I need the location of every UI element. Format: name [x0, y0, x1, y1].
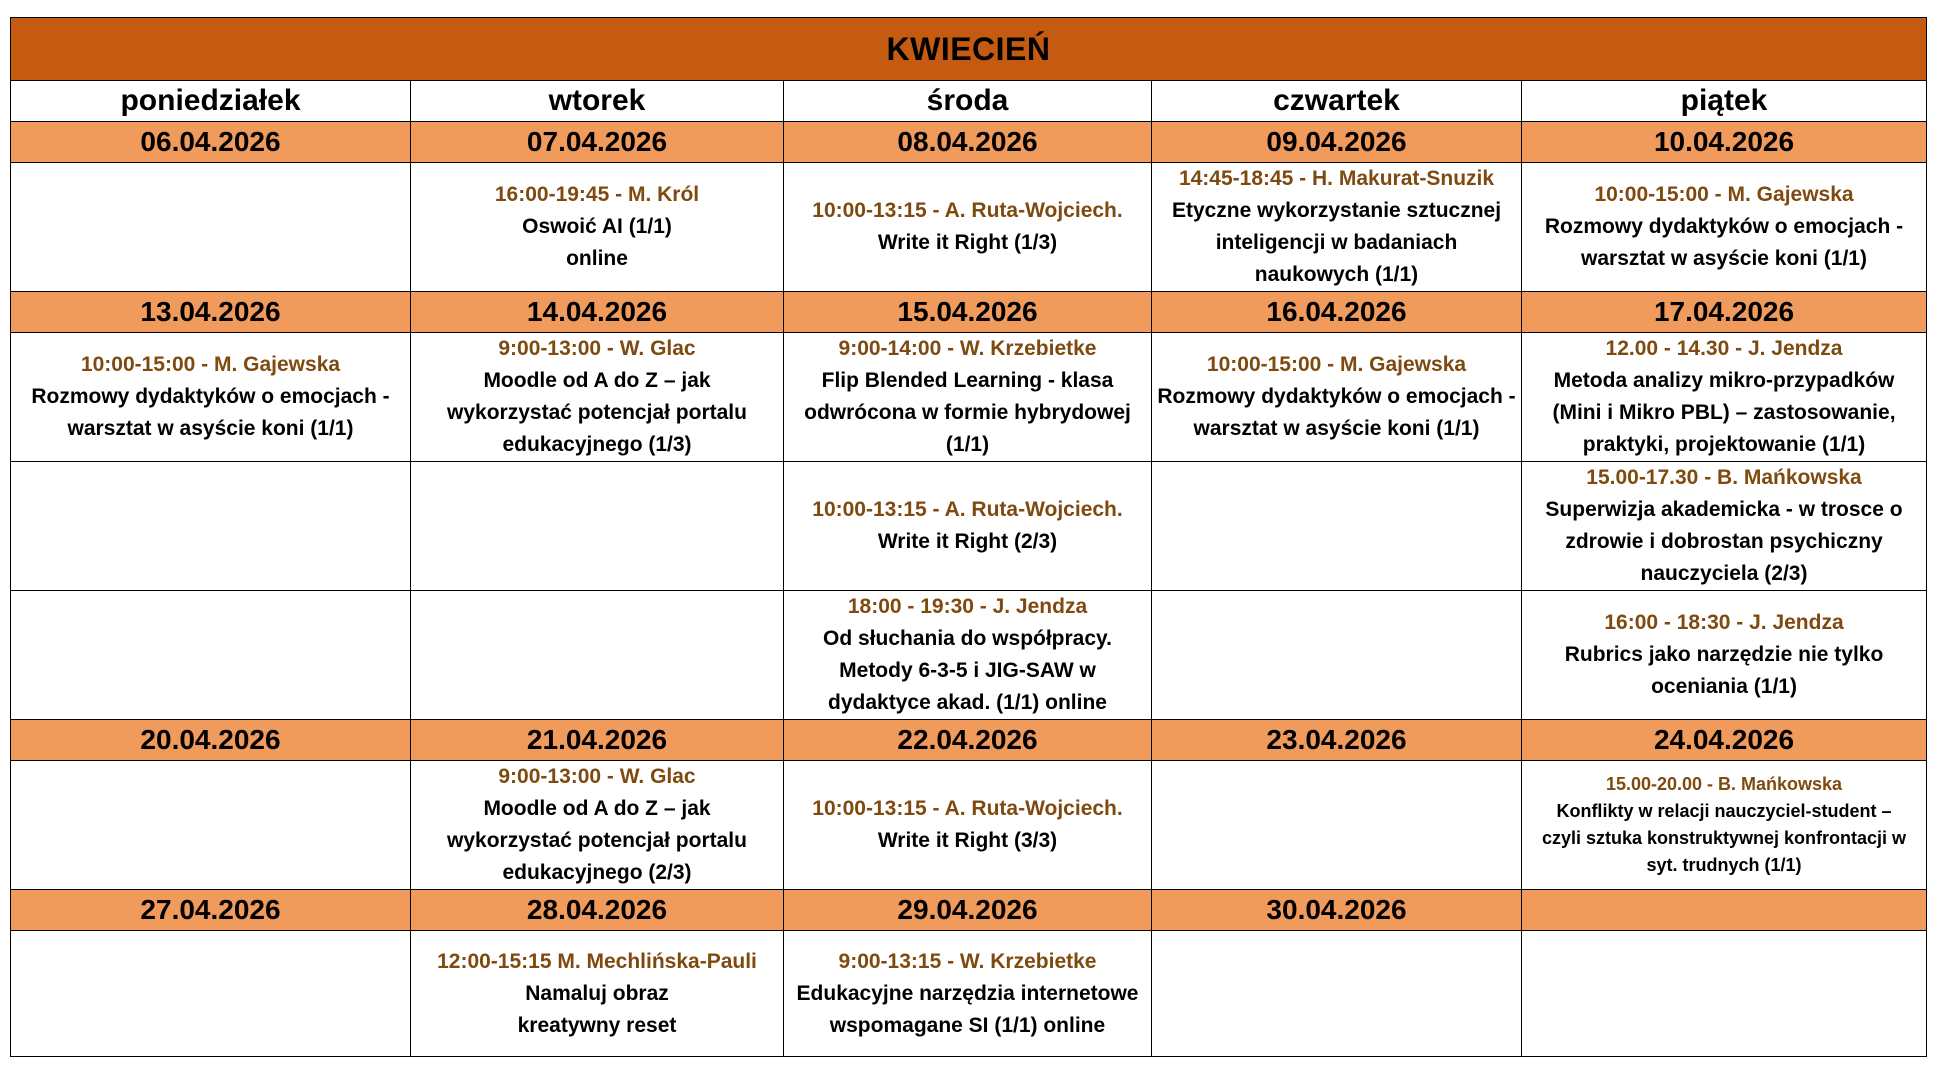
- date-row: [11, 122, 1927, 163]
- event-cell: [411, 931, 784, 1057]
- event-description: syt. trudnych (1/1): [1646, 855, 1802, 875]
- date-cell-wednesday: 15.04.2026: [784, 292, 1152, 333]
- event-description: warsztat w asyście koni (1/1): [67, 417, 354, 440]
- date-cell-monday: 06.04.2026: [11, 122, 411, 163]
- date-row: [11, 292, 1927, 333]
- date-cell-tuesday: 07.04.2026: [411, 122, 784, 163]
- event-description: (1/1): [945, 433, 990, 456]
- event-description: Rozmowy dydaktyków o emocjach -: [1157, 385, 1516, 408]
- event-time: 16:00-19:45 - M. Król: [494, 183, 700, 206]
- event-cell: [784, 761, 1152, 890]
- date-row: [11, 720, 1927, 761]
- event-description: Write it Right (2/3): [877, 530, 1058, 553]
- event-cell: [784, 591, 1152, 720]
- event-description: praktyki, projektowanie (1/1): [1582, 433, 1866, 456]
- event-description: dydaktyce akad. (1/1) online: [828, 691, 1107, 714]
- event-cell: [784, 931, 1152, 1057]
- event-description: Edukacyjne narzędzia internetowe: [796, 981, 1139, 1005]
- event-cell: [1522, 591, 1927, 720]
- event-description: Od słuchania do współpracy.: [822, 627, 1112, 650]
- event-description: Rozmowy dydaktyków o emocjach -: [31, 385, 390, 408]
- event-description: online: [566, 247, 628, 270]
- event-description: kreatywny reset: [517, 1013, 677, 1037]
- event-description: Superwizja akademicka - w trosce o: [1545, 498, 1903, 521]
- event-time: 10:00-15:00 - M. Gajewska: [1594, 183, 1854, 206]
- event-description: (Mini i Mikro PBL) – zastosowanie,: [1552, 401, 1896, 424]
- weekday-wednesday: środa: [784, 81, 1152, 122]
- event-cell: [784, 333, 1152, 462]
- event-time: 10:00-13:15 - A. Ruta-Wojciech.: [812, 199, 1123, 222]
- date-cell-tuesday: 14.04.2026: [411, 292, 784, 333]
- event-description: oceniania (1/1): [1651, 675, 1797, 698]
- event-cell: [784, 462, 1152, 591]
- event-time: 18:00 - 19:30 - J. Jendza: [847, 595, 1088, 618]
- event-description: edukacyjnego (2/3): [502, 861, 692, 884]
- event-cell: [1522, 761, 1927, 890]
- event-description: nauczyciela (2/3): [1640, 562, 1808, 585]
- empty-cell: [11, 163, 411, 292]
- event-description: warsztat w asyście koni (1/1): [1193, 417, 1480, 440]
- event-description: Flip Blended Learning - klasa: [821, 369, 1114, 392]
- empty-cell: [11, 591, 411, 720]
- event-cell: [1152, 163, 1522, 292]
- date-cell-monday: 20.04.2026: [11, 720, 411, 761]
- event-description: Moodle od A do Z – jak: [483, 797, 711, 820]
- event-description: Write it Right (3/3): [877, 829, 1058, 852]
- event-description: Metoda analizy mikro-przypadków: [1553, 369, 1895, 392]
- event-description: zdrowie i dobrostan psychiczny: [1565, 530, 1883, 553]
- event-time: 10:00-15:00 - M. Gajewska: [80, 353, 341, 376]
- date-cell-wednesday: 29.04.2026: [784, 890, 1152, 931]
- empty-cell: [1152, 462, 1522, 591]
- event-description: Oswoić AI (1/1): [522, 215, 672, 238]
- event-cell: [411, 333, 784, 462]
- event-cell: [411, 163, 784, 292]
- date-cell-tuesday: 28.04.2026: [411, 890, 784, 931]
- event-description: naukowych (1/1): [1254, 263, 1419, 286]
- event-row: [11, 761, 1927, 890]
- date-cell-wednesday: 08.04.2026: [784, 122, 1152, 163]
- event-time: 9:00-13:00 - W. Glac: [498, 337, 696, 360]
- weekday-tuesday: wtorek: [411, 81, 784, 122]
- date-cell-monday: 13.04.2026: [11, 292, 411, 333]
- event-cell: [1522, 333, 1927, 462]
- event-time: 12.00 - 14.30 - J. Jendza: [1605, 337, 1843, 360]
- weekday-header-row: [11, 81, 1927, 122]
- event-description: Moodle od A do Z – jak: [483, 369, 711, 392]
- empty-cell: [11, 931, 411, 1057]
- date-cell-thursday: 30.04.2026: [1152, 890, 1522, 931]
- event-cell: [411, 761, 784, 890]
- event-row: [11, 931, 1927, 1057]
- empty-cell: [411, 462, 784, 591]
- date-cell-thursday: 16.04.2026: [1152, 292, 1522, 333]
- empty-cell: [411, 591, 784, 720]
- date-cell-friday: 17.04.2026: [1522, 292, 1927, 333]
- event-time: 10:00-13:15 - A. Ruta-Wojciech.: [812, 797, 1123, 820]
- empty-cell: [1522, 931, 1927, 1057]
- event-description: Rubrics jako narzędzie nie tylko: [1564, 643, 1884, 666]
- event-description: wykorzystać potencjał portalu: [447, 401, 747, 424]
- date-cell-monday: 27.04.2026: [11, 890, 411, 931]
- event-description: Konflikty w relacji nauczyciel-student –: [1556, 801, 1892, 821]
- date-cell-friday: 24.04.2026: [1522, 720, 1927, 761]
- event-time: 15.00-20.00 - B. Mańkowska: [1605, 774, 1843, 794]
- date-cell-tuesday: 21.04.2026: [411, 720, 784, 761]
- event-description: Write it Right (1/3): [877, 231, 1058, 254]
- weekday-thursday: czwartek: [1152, 81, 1522, 122]
- empty-cell: [1152, 591, 1522, 720]
- date-cell-thursday: 09.04.2026: [1152, 122, 1522, 163]
- event-time: 12:00-15:15 M. Mechlińska-Pauli: [437, 949, 757, 973]
- event-cell: [1152, 333, 1522, 462]
- empty-cell: [1152, 931, 1522, 1057]
- event-cell: [1522, 462, 1927, 591]
- empty-cell: [11, 462, 411, 591]
- event-row: [11, 333, 1927, 462]
- empty-cell: [11, 761, 411, 890]
- event-cell: [11, 333, 411, 462]
- event-time: 9:00-14:00 - W. Krzebietke: [838, 337, 1097, 360]
- event-row: [11, 591, 1927, 720]
- event-cell: [1522, 163, 1927, 292]
- event-description: Metody 6-3-5 i JIG-SAW w: [839, 659, 1096, 682]
- event-time: 16:00 - 18:30 - J. Jendza: [1604, 611, 1844, 634]
- date-cell-friday: 10.04.2026: [1522, 122, 1927, 163]
- weekday-friday: piątek: [1522, 81, 1927, 122]
- event-time: 9:00-13:00 - W. Glac: [498, 765, 696, 788]
- empty-cell: [1152, 761, 1522, 890]
- date-cell-thursday: 23.04.2026: [1152, 720, 1522, 761]
- event-description: wspomagane SI (1/1) online: [829, 1013, 1106, 1037]
- date-cell-friday: [1522, 890, 1927, 931]
- calendar-table: [10, 17, 1927, 1057]
- event-cell: [784, 163, 1152, 292]
- month-title: KWIECIEŃ: [11, 18, 1927, 81]
- event-description: Etyczne wykorzystanie sztucznej: [1171, 199, 1502, 222]
- event-description: edukacyjnego (1/3): [502, 433, 692, 456]
- event-description: wykorzystać potencjał portalu: [447, 829, 747, 852]
- event-row: [11, 462, 1927, 591]
- event-description: warsztat w asyście koni (1/1): [1581, 247, 1867, 270]
- event-description: Rozmowy dydaktyków o emocjach -: [1544, 215, 1904, 238]
- event-description: Namaluj obraz: [525, 981, 669, 1005]
- date-row: [11, 890, 1927, 931]
- event-row: [11, 163, 1927, 292]
- event-description: czyli sztuka konstruktywnej konfrontacji w: [1541, 828, 1907, 848]
- event-description: inteligencji w badaniach: [1215, 231, 1458, 254]
- weekday-monday: poniedziałek: [11, 81, 411, 122]
- event-description: odwrócona w formie hybrydowej: [804, 401, 1131, 424]
- date-cell-wednesday: 22.04.2026: [784, 720, 1152, 761]
- event-time: 9:00-13:15 - W. Krzebietke: [838, 949, 1097, 973]
- event-time: 14:45-18:45 - H. Makurat-Snuzik: [1178, 167, 1495, 190]
- event-time: 10:00-15:00 - M. Gajewska: [1206, 353, 1467, 376]
- event-time: 10:00-13:15 - A. Ruta-Wojciech.: [812, 498, 1123, 521]
- event-time: 15.00-17.30 - B. Mańkowska: [1586, 466, 1862, 489]
